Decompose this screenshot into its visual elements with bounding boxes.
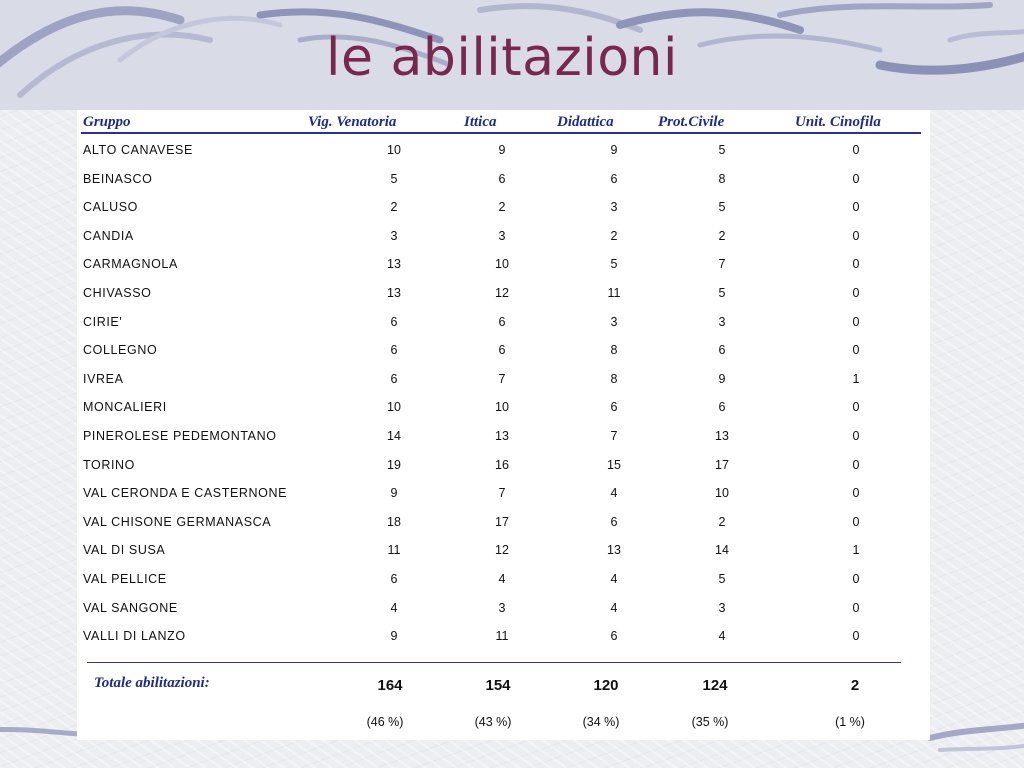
table-row — [77, 629, 930, 649]
row-value: 5 — [718, 143, 726, 157]
row-value: 10 — [387, 143, 401, 157]
row-value: 7 — [610, 429, 618, 443]
row-value: 6 — [390, 314, 398, 329]
row-value: 3 — [390, 228, 398, 243]
row-value: 6 — [390, 343, 398, 358]
row-value: 15 — [607, 457, 621, 472]
total-didattica: 120 — [593, 677, 619, 694]
table-row — [77, 143, 930, 163]
row-value: 0 — [852, 486, 860, 501]
row-value: 4 — [498, 572, 506, 586]
row-value: 13 — [607, 543, 621, 558]
table-row — [77, 286, 930, 306]
row-group-name: BEINASCO — [83, 171, 153, 186]
row-value: 11 — [607, 286, 621, 300]
row-value: 11 — [495, 629, 509, 644]
table-row — [77, 572, 930, 592]
row-value: 0 — [852, 171, 860, 186]
header-didattica: Didattica — [557, 114, 614, 130]
row-value: 9 — [610, 143, 618, 157]
row-group-name: TORINO — [83, 457, 135, 472]
row-value: 2 — [498, 200, 506, 215]
table-row — [77, 458, 930, 478]
row-value: 3 — [718, 314, 726, 329]
row-value: 4 — [718, 629, 726, 644]
row-value: 0 — [852, 400, 860, 415]
row-value: 0 — [852, 572, 860, 586]
row-value: 10 — [715, 486, 729, 501]
row-value: 0 — [852, 200, 860, 215]
row-group-name: PINEROLESE PEDEMONTANO — [83, 429, 277, 443]
header-vig-venatoria: Vig. Venatoria — [308, 114, 397, 130]
table-row — [77, 257, 930, 277]
row-value: 6 — [390, 371, 398, 386]
row-value: 0 — [852, 228, 860, 243]
row-value: 6 — [610, 514, 618, 529]
row-value: 13 — [387, 257, 401, 272]
table-row — [77, 315, 930, 335]
table-row — [77, 400, 930, 420]
row-value: 0 — [852, 314, 860, 329]
row-value: 6 — [718, 343, 726, 358]
row-value: 0 — [852, 600, 860, 615]
total-prot-civile: 124 — [702, 677, 728, 694]
row-value: 10 — [495, 400, 509, 415]
percent-unit-cinofila: (1 %) — [835, 715, 865, 729]
table-row — [77, 486, 930, 506]
table-row — [77, 200, 930, 220]
row-value: 17 — [495, 514, 509, 529]
row-value: 3 — [718, 600, 726, 615]
row-group-name: CIRIE' — [83, 314, 123, 329]
row-group-name: VAL DI SUSA — [83, 543, 166, 558]
row-group-name: VAL SANGONE — [83, 600, 178, 615]
row-value: 3 — [610, 200, 618, 215]
row-group-name: VALLI DI LANZO — [83, 629, 186, 644]
row-value: 14 — [715, 543, 729, 558]
row-value: 1 — [852, 371, 860, 386]
row-value: 10 — [387, 400, 401, 415]
header-prot-civile: Prot.Civile — [658, 114, 725, 130]
row-group-name: VAL CERONDA E CASTERNONE — [83, 486, 288, 501]
row-value: 3 — [610, 314, 618, 329]
row-value: 14 — [387, 429, 401, 443]
row-value: 4 — [610, 572, 618, 586]
slide-title: le abilitazioni — [326, 28, 678, 88]
row-value: 6 — [610, 171, 618, 186]
table-row — [77, 515, 930, 535]
header-divider — [81, 132, 921, 134]
row-value: 4 — [610, 600, 618, 615]
row-group-name: CANDIA — [83, 228, 134, 243]
row-group-name: ALTO CANAVESE — [83, 143, 193, 157]
row-value: 0 — [852, 286, 860, 300]
table-row — [77, 429, 930, 449]
row-value: 0 — [852, 514, 860, 529]
row-value: 5 — [718, 572, 726, 586]
row-group-name: MONCALIERI — [83, 400, 167, 415]
row-value: 5 — [390, 171, 398, 186]
row-group-name: IVREA — [83, 371, 124, 386]
row-value: 0 — [852, 629, 860, 644]
row-value: 1 — [852, 543, 860, 558]
row-value: 6 — [718, 400, 726, 415]
header-unit-cinofila: Unit. Cinofila — [795, 114, 881, 130]
row-group-name: COLLEGNO — [83, 343, 158, 358]
row-value: 17 — [715, 457, 729, 472]
row-group-name: CHIVASSO — [83, 286, 152, 300]
row-value: 7 — [718, 257, 726, 272]
row-value: 13 — [495, 429, 509, 443]
row-value: 5 — [718, 286, 726, 300]
row-value: 0 — [852, 257, 860, 272]
percent-didattica: (34 %) — [582, 715, 620, 729]
percent-prot-civile: (35 %) — [691, 715, 729, 729]
row-value: 9 — [390, 486, 398, 501]
row-value: 8 — [718, 171, 726, 186]
row-value: 19 — [387, 457, 401, 472]
total-ittica: 154 — [485, 677, 511, 694]
row-value: 2 — [390, 200, 398, 215]
row-value: 0 — [852, 457, 860, 472]
row-value: 7 — [498, 486, 506, 501]
table-row — [77, 601, 930, 621]
row-value: 0 — [852, 343, 860, 358]
total-unit-cinofila: 2 — [850, 677, 860, 694]
row-value: 4 — [390, 600, 398, 615]
row-value: 9 — [390, 629, 398, 644]
row-value: 12 — [495, 286, 509, 300]
row-value: 9 — [498, 143, 506, 157]
row-value: 6 — [610, 400, 618, 415]
row-value: 6 — [390, 572, 398, 586]
table-row — [77, 343, 930, 363]
table-row — [77, 543, 930, 563]
row-value: 0 — [852, 143, 860, 157]
row-value: 16 — [495, 457, 509, 472]
table-row — [77, 372, 930, 392]
row-value: 2 — [718, 228, 726, 243]
row-value: 9 — [718, 371, 726, 386]
row-value: 2 — [718, 514, 726, 529]
row-value: 12 — [495, 543, 509, 558]
row-value: 6 — [498, 314, 506, 329]
total-vig-venatoria: 164 — [377, 677, 403, 694]
percent-vig-venatoria: (46 %) — [366, 715, 404, 729]
row-value: 3 — [498, 600, 506, 615]
row-value: 6 — [610, 629, 618, 644]
row-value: 3 — [498, 228, 506, 243]
row-value: 0 — [852, 429, 860, 443]
header-gruppo: Gruppo — [83, 114, 131, 130]
row-value: 5 — [610, 257, 618, 272]
row-value: 10 — [495, 257, 509, 272]
percent-ittica: (43 %) — [474, 715, 512, 729]
row-value: 6 — [498, 343, 506, 358]
row-group-name: CALUSO — [83, 200, 139, 215]
row-value: 11 — [387, 543, 401, 558]
row-value: 8 — [610, 371, 618, 386]
row-value: 2 — [610, 228, 618, 243]
row-value: 7 — [498, 371, 506, 386]
row-value: 13 — [715, 429, 729, 443]
totals-label: Totale abilitazioni: — [94, 675, 210, 691]
row-value: 13 — [387, 286, 401, 300]
table-row — [77, 172, 930, 192]
totals-divider — [87, 662, 901, 663]
row-value: 8 — [610, 343, 618, 358]
row-value: 18 — [387, 514, 401, 529]
abilitazioni-table — [77, 110, 930, 740]
row-group-name: VAL PELLICE — [83, 572, 167, 586]
row-value: 5 — [718, 200, 726, 215]
row-group-name: CARMAGNOLA — [83, 257, 178, 272]
row-group-name: VAL CHISONE GERMANASCA — [83, 514, 272, 529]
row-value: 4 — [610, 486, 618, 501]
table-row — [77, 229, 930, 249]
header-ittica: Ittica — [464, 114, 497, 130]
row-value: 6 — [498, 171, 506, 186]
